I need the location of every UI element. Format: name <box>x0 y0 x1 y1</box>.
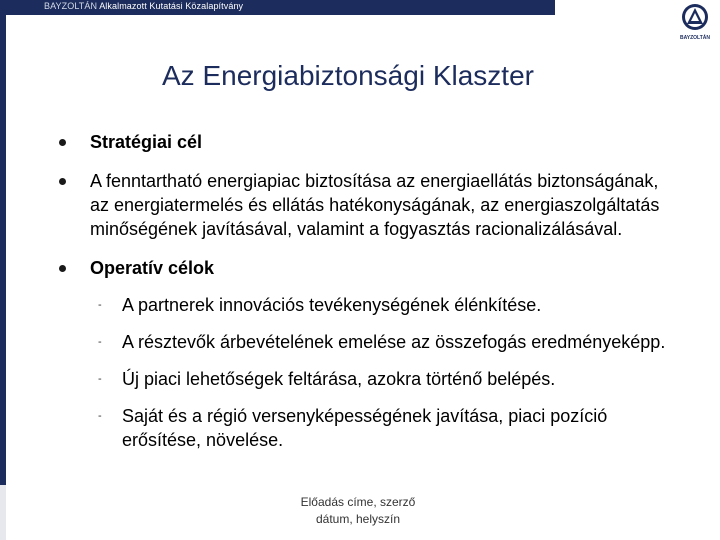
list-item-text: A partnerek innovációs tevékenységének élénkítése. <box>122 295 542 315</box>
content-corner <box>6 15 670 23</box>
slide-footer <box>283 494 433 528</box>
header-brand: BAYZOLTÁN <box>44 1 98 11</box>
header-org-text <box>44 1 243 11</box>
list-item-text: A résztevők árbevételének emelése az összefogás eredményeképp. <box>122 332 666 352</box>
dash-marker: - <box>98 410 102 422</box>
bullet-operative-goals <box>55 256 675 280</box>
list-item <box>55 367 675 391</box>
slide-content <box>55 130 675 465</box>
list-item <box>55 293 675 317</box>
bullet-dot-icon <box>59 139 66 146</box>
list-item <box>55 330 675 354</box>
bullet-dot-icon <box>59 265 66 272</box>
bullet-strategic-description <box>55 169 675 241</box>
logo-text: BAYZOLTÁN <box>680 35 710 41</box>
bullet-text: A fenntartható energiapiac biztosítása az energiaellátás biztonságának, az energiatermelés és ellátás hatékonyságának, az energiaszolgáltatás minőségének javításával, valamint a fogyasztás racionalizálásával. <box>90 171 660 239</box>
list-item <box>55 404 675 452</box>
slide-title: Az Energiabiztonsági Klaszter <box>162 60 534 91</box>
dash-marker: - <box>98 299 102 311</box>
footer-line-title-author: Előadás címe, szerző <box>300 495 416 509</box>
dash-marker: - <box>98 373 102 385</box>
list-item-text: Saját és a régió versenyképességének javítása, piaci pozíció erősítése, növelése. <box>122 406 608 450</box>
logo-mark-icon <box>670 0 720 42</box>
bullet-dot-icon <box>59 178 66 185</box>
left-accent-bar-lower <box>0 485 6 540</box>
bullet-text: Stratégiai cél <box>90 132 203 152</box>
footer-line-date-place: dátum, helyszín <box>315 512 401 526</box>
header-org: Alkalmazott Kutatási Közalapítvány <box>99 1 244 11</box>
bullet-strategic-goal <box>55 130 675 154</box>
bullet-text: Operatív célok <box>90 258 215 278</box>
dash-marker: - <box>98 336 102 348</box>
operative-goals-list <box>55 293 675 452</box>
logo <box>670 0 720 42</box>
header-bar <box>0 0 555 15</box>
list-item-text: Új piaci lehetőségek feltárása, azokra történő belépés. <box>122 369 556 389</box>
